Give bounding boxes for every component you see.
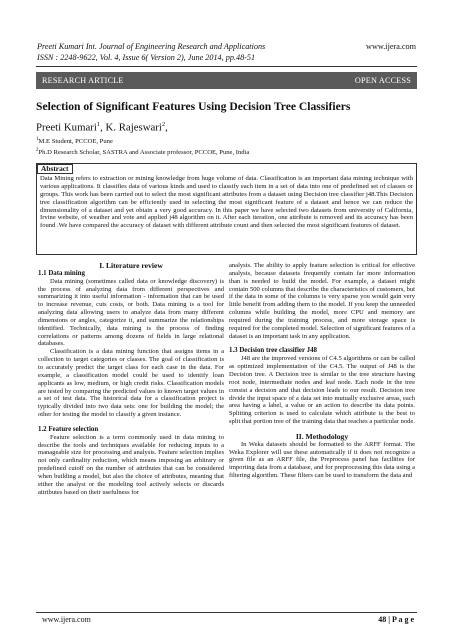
author-separator: , [100, 121, 106, 134]
journal-line-1: Preeti Kumari Int. Journal of Engineering Research and Applications [37, 42, 266, 51]
affiliation-1-text: M.E Student, PCCOE, Pune [38, 138, 113, 146]
right-column [229, 262, 415, 480]
footer-divider [36, 612, 417, 613]
author-2: K. Rajeswari [105, 121, 162, 134]
paragraph-data-mining: Data mining (sometimes called data or knowledge discovery) is the process of analyzing data from different perspectives and summarizing it into useful information - information that can be used to increase revenue, cuts costs, or both. Data mining is a tool for analyzing data allowing users to analyze data from many different dimensions or angles, categorize it, and summarize the relationships identified. Technically, data mining is the process of finding correlations or patterns among dozens of fields in large relational databases. [38, 277, 224, 348]
open-access-label: OPEN ACCESS [354, 76, 411, 85]
paragraph-methodology: In Weka datasets should be formatted to the ARFF format. The Weka Explorer will use these automatically if it does not recognize a given file as an ARFF file, the Preprocess panel has facilities for importing data from a database, and for preprocessing this data using a filtering algorithm. These filters can be used to transform the data and [229, 440, 415, 480]
abstract-label: Abstract [37, 164, 73, 174]
subsection-heading-data-mining: 1.1 Data mining [38, 269, 85, 277]
affiliation-1-sup: 1 [36, 137, 39, 142]
abstract-text: Data Mining refers to extraction or mining knowledge from huge volume of data. Classification is an important data mining technique with various applications. It classifies data of various kinds and used to classify each item in a set of data into one of predefined set of classes or groups. This work has been carried out to select the most significant attributes from a dataset using Decision tree classifier j48.This Decision tree classification algorithm can be efficiently used in selecting the most significant feature of a dataset and hence we can reduce the dimensionality of a dataset and yet obtain a very good accuracy. In this paper we have selected two datasets from university of California, Irvine website, of weather and vote and applied j48 algorithm on it. After each iteration, one attribute is removed and its accuracy has been found .We have compared the accuracy of dataset with different attribute count and then selected the most significant features of dataset. [40, 174, 413, 230]
abstract-box [36, 163, 417, 255]
paragraph-feature-selection: Feature selection is a term commonly used in data mining to describe the tools and techniques available for reducing inputs to a manageable size for processing and analysis. Feature selection implies not only cardinality reduction, which means imposing an arbitrary or predefined cutoff on the number of attributes that can be considered when building a model, but also the choice of attributes, meaning that either the analyst or the modeling tool actively selects or discards attributes based on their usefulness for [38, 433, 224, 496]
author-1-sup: 1 [96, 121, 101, 128]
subsection-heading-feature-selection: 1.2 Feature selection [38, 425, 99, 433]
affiliation-2 [36, 146, 249, 157]
affiliation-2-sup: 2 [36, 148, 39, 154]
affiliation-2-text: Ph.D Research Scholar, SASTRA and Associate professor, PCCOE, Pune, India [38, 149, 250, 157]
journal-header [37, 41, 265, 63]
author-list [36, 121, 168, 134]
affiliation-1 [36, 135, 249, 146]
paper-title: Selection of Significant Features Using Decision Tree Classifiers [36, 100, 351, 113]
author-1: Preeti Kumari [36, 121, 97, 134]
author-2-sup: 2 [161, 121, 166, 128]
section-heading-methodology: II. Methodology [295, 431, 349, 441]
left-column [38, 262, 224, 496]
subsection-heading-j48: 1.3 Decision tree classifier J48 [229, 347, 317, 355]
author-tail: , [165, 121, 168, 134]
header-divider [36, 66, 417, 67]
article-type-band [36, 72, 417, 89]
paragraph-classification: Classification is a data mining function that assigns items in a collection to target categories or classes. The goal of classification is to accurately predict the target class for each case in the data. For example, a classification model could be used to identify loan applicants as low, medium, or high credit risks. Classification models are tested by comparing the predicted values to known target values in a set of test data. The historical data for a classification project is typically divided into two data sets: one for building the model; the other for testing the model to classify a given instance. [38, 348, 224, 419]
page-number: 48 | P a g e [378, 615, 414, 624]
affiliations [36, 135, 249, 157]
footer-website[interactable]: www.ijera.com [42, 615, 91, 624]
journal-website[interactable]: www.ijera.com [366, 42, 416, 51]
journal-line-2: ISSN : 2248-9622, Vol. 4, Issue 6( Version 2), June 2014, pp.48-51 [37, 53, 256, 62]
research-article-label: RESEARCH ARTICLE [42, 76, 124, 85]
section-heading-literature-review: I. Literature review [99, 261, 163, 270]
paragraph-j48: J48 are the improved versions of C4.5 algorithms or can be called as optimized implementation of the C4.5. The output of J48 is the Decision tree. A Decision tree is similar to the tree structure having root node, intermediate nodes and leaf node. Each node in the tree consist a decision and that decision leads to our result. Decision tree divide the input space of a data set into mutually exclusive areas, each area having a label, a value or an action to describe its data points. Splitting criterion is used to calculate which attribute is the best to split that portion tree of the training data that reaches a particular node. [229, 355, 415, 426]
paragraph-feature-selection-cont: analysis. The ability to apply feature selection is critical for effective analysis, because datasets frequently contain far more information than is needed to build the model. For example, a dataset might contain 500 columns that describe the characteristics of customers, but if the data in some of the columns is very sparse you would gain very little benefit from adding them to the model. If you keep the unneeded columns while building the model, more CPU and memory are required during the training process, and more storage space is required for the completed model. Selection of significant features of a dataset is an important task in any application. [229, 262, 415, 340]
